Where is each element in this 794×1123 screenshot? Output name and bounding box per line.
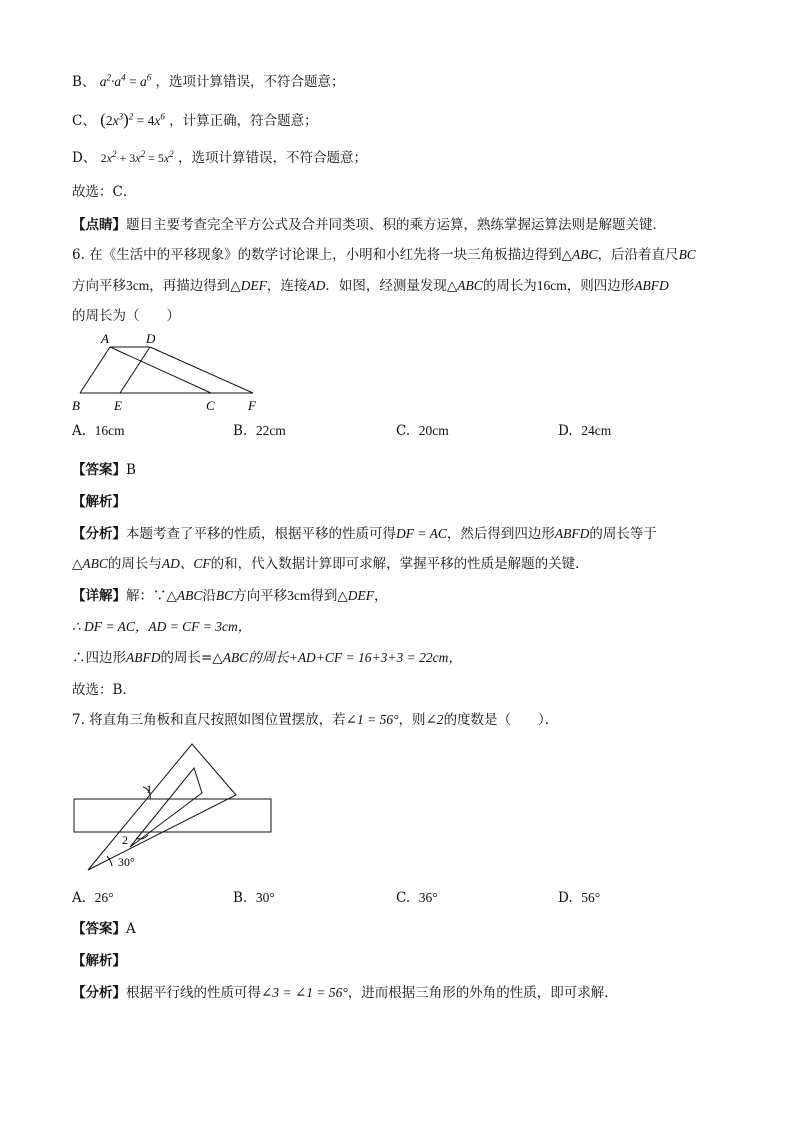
fenxi-text: 的周长等于 [589,526,657,542]
angle-2: ∠2 [425,712,444,727]
fenxi-tag: 【分析】 [72,526,126,542]
point-label-e: E [114,398,122,413]
option-value: 56° [581,890,601,905]
option-letter: C. [396,890,411,906]
option-value: 30° [255,890,275,905]
q6-fenxi-line2 [72,554,589,574]
q7-option-b[interactable] [233,888,275,908]
quad-abfd: ABFD [554,526,590,541]
option-c-text: ，计算正确，符合题意； [169,113,318,129]
comment-text: 题目主要考查完全平方公式及合并同类项、积的乘方运算，熟练掌握运算法则是解题关键． [126,217,666,233]
comment-tag: 【点睛】 [72,217,126,233]
segment-ac-line [110,347,211,393]
q6-choice: 故选：B． [72,682,136,698]
point-label-b: B [72,398,80,413]
fenxi-text: 本题考查了平移的性质，根据平移的性质可得 [126,526,396,542]
q7-fenxi [72,983,618,1003]
stem-text: 7. 将直角三角板和直尺按照如图位置摆放，若 [72,712,346,728]
stem-text: 的度数是（ ）． [443,712,559,728]
detail-text: 沿 [202,588,216,604]
q6-stem-line1 [72,245,696,265]
triangle-def: △DEF [230,278,267,293]
q6-detail-step3 [72,648,462,668]
q6-stem-line3: 的周长为（ ） [72,308,180,324]
triangle-def: △DEF [337,588,375,603]
quad-abfd: ABFD [634,278,669,293]
perimeter-calc: 的周长+AD+CF = 16+3+3 = 22cm， [248,650,462,665]
angle-30-arc [107,856,112,866]
triangle-abc: △ABC [561,247,598,262]
analysis-tag: 【解析】 [72,953,126,969]
segment-df-line [150,347,253,393]
angle-label-30: 30° [118,855,135,869]
point-label-f: F [248,398,256,413]
q6-stem-line2 [72,276,669,296]
stem-text: ，则 [398,712,426,728]
segment-ad: AD [307,278,326,293]
q6-option-b[interactable] [233,421,286,441]
equation-angle3: ∠3 = ∠1 = 56° [261,985,348,1000]
segments-ad-cf: AD、CF [161,556,211,571]
fenxi-text: ，然后得到四边形 [446,526,555,542]
point-label-a: A [101,331,109,346]
q7-ruler-triangle-figure [68,738,278,874]
triangle-abc: △ABC [446,278,483,293]
detail-text: 方向平移 [233,588,288,604]
triangle-abc: △ABC [212,650,249,665]
answer-value: B [126,462,136,478]
option-letter: A. [72,423,87,439]
detail-text: 解：∵ [126,588,167,604]
formula-b: $a^2\cdot a^4 = a^6$ [99,72,152,89]
answer-value: A [126,921,136,937]
option-value: 20cm [418,423,449,438]
stem-text: ，后沿着直尺 [597,247,679,263]
segment-ab-line [80,347,110,393]
q7-analysis-heading [72,951,126,971]
stem-text: ，连接 [266,278,308,294]
q6-detail-step2: ∴ DF = AC，AD = CF = 3cm， [72,619,252,634]
q7-stem [72,710,558,730]
detail-text: 得到 [310,588,338,604]
stem-text: ．如图，经测量发现 [325,278,447,294]
stem-text: 的周长为 [482,278,537,294]
option-value: 22cm [255,423,286,438]
detail-text: ∴四边形 [72,650,126,666]
q5-option-b-line [72,72,345,92]
fenxi-text: 的周长与 [107,556,162,572]
angle-label-2: 2 [122,833,128,847]
q7-answer [72,919,136,939]
q5-option-d-line [72,148,367,168]
option-d-text: ，选项计算错误，不符合题意； [177,150,367,166]
angle-1-value: ∠1 = 56° [345,712,399,727]
q5-choice: 故选：C． [72,184,137,200]
triangle-inner [130,768,202,847]
fenxi-text: 根据平行线的性质可得 [126,985,261,1001]
answer-tag: 【答案】 [72,921,126,937]
q6-analysis-heading [72,492,126,512]
option-letter: B. [233,423,248,439]
option-b-text: ，选项计算错误，不符合题意； [155,74,345,90]
segment-bc: BC [215,588,234,603]
q7-option-a[interactable] [72,888,114,908]
option-label: D、 [72,150,97,166]
fenxi-text: ，进而根据三角形的外角的性质，即可求解． [347,985,618,1001]
q6-option-a[interactable] [72,421,125,441]
formula-d: $2x^2 + 3x^2 = 5x^2$ [100,149,174,165]
q6-option-d[interactable] [558,421,611,441]
q7-option-c[interactable] [396,888,438,908]
stem-text: ，则四边形 [566,278,635,294]
detail-text: ， [374,588,388,604]
option-letter: A. [72,890,87,906]
option-value: 24cm [581,423,612,438]
fenxi-tag: 【分析】 [72,985,126,1001]
q6-fenxi-line1 [72,524,657,544]
option-label: C、 [72,113,96,129]
detail-text: 的周长= [160,650,213,666]
point-label-c: C [206,398,215,413]
option-letter: B. [233,890,248,906]
stem-text: 方向平移 [72,278,126,294]
q5-comment [72,215,666,235]
q5-option-c-line [72,110,318,131]
quad-abfd: ABFD [126,650,161,665]
fenxi-text: 的和，代入数据计算即可求解，掌握平移的性质是解题的关键． [210,556,589,572]
q6-translation-figure [68,330,268,416]
option-letter: D. [558,423,573,439]
q6-option-c[interactable] [396,421,449,441]
option-letter: D. [558,890,573,906]
triangle-abc: △ABC [166,588,203,603]
perimeter-value: 16cm [536,278,567,293]
analysis-tag: 【解析】 [72,494,126,510]
option-value: 36° [418,890,438,905]
equation-df-ac: DF = AC [396,526,447,541]
answer-tag: 【答案】 [72,462,126,478]
distance-value: 3cm [287,588,311,603]
segment-bc: BC [678,247,696,262]
detail-tag: 【详解】 [72,588,126,604]
angle-label-1: 1 [146,782,152,796]
option-label: B、 [72,74,96,90]
q7-option-d[interactable] [558,888,600,908]
q6-detail-line1 [72,586,388,606]
q6-answer [72,460,136,480]
point-label-d: D [146,331,156,346]
formula-c: $(2x^3)^2 = 4x^6$ [100,110,165,129]
triangle-abc: △ABC [72,556,108,571]
option-value: 26° [94,890,114,905]
stem-text: ，再描边得到 [149,278,231,294]
option-value: 16cm [94,423,125,438]
distance-value: 3cm [126,278,150,293]
stem-text: 6. 在《生活中的平移现象》的数学讨论课上，小明和小红先将一块三角板描边得到 [72,247,562,263]
option-letter: C. [396,423,411,439]
